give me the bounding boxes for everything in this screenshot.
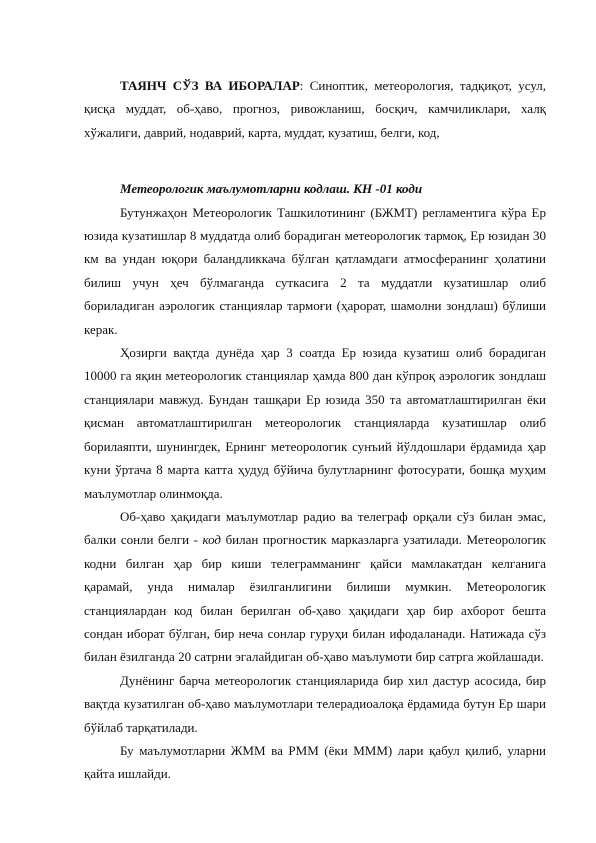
paragraph-5: Бу маълумотларни ЖММ ва РММ (ёки МММ) лари қабул қилиб, уларни қайта ишлайди. [84,742,546,782]
document-page [84,74,546,786]
paragraph-4: Дунёнинг барча метеорологик станцияларида бир хил дастур асосида, бир вақтда кузатилган об-ҳаво маълумотлари телерадиоалоқа ёрдамида бутун Ер шари бўйлаб тарқатилади. [84,672,546,735]
paragraph-3 [84,505,546,669]
paragraph-2: Ҳозирги вақтда дунёда ҳар 3 соатда Ер юзида кузатиш олиб борадиган 10000 га яқин метеорологик станциялар ҳамда 800 дан кўпроқ аэрологик зондлаш станциялари мавжуд. Бундан ташқари Ер юзида 350 та автоматлаштирилган ёки қисман автоматлаштирилган метеорологик станцияларда кузатишлар олиб борилаяпти, шунингдек, Ернинг метеорологик сунъий йўлдошлари ёрдамида ҳар куни ўртача 8 марта катта ҳудуд бўйича булутларнинг фотосурати, бошқа муҳим маълумотлар олинмоқда. [84,345,546,501]
paragraph-3-end: билан прогностик марказларга узатилади. Метеорологик кодни билган ҳар бир киши телеграмманинг қайси мамлакатдан келганига қарамай, унда нималар ёзилганлигини билиши мумкин. Метеорологик станциялардан код билан берилган об-ҳаво ҳақидаги ҳар бир ахборот бешта сондан иборат бўлган, бир неча сонлар гуруҳи билан ифодаланади. Натижада сўз билан ёзилганда 20 сатрни эгалайдиган об-ҳаво маълумоти бир сатрга жойлашади. [84,532,546,665]
keywords-paragraph [84,74,546,144]
paragraph-1: Бутунжаҳон Метеорологик Ташкилотининг (БЖМТ) регламентига кўра Ер юзида кузатишлар 8 муддатда олиб борадиган метеорологик тармоқ, Ер юзидан 30 км ва ундан юқори баландликкача бўлган қатламдаги атмосферанинг ҳолатини билиш учун ҳеч бўлмаганда суткасига 2 та муддатли кузатишлар олиб бориладиган аэрологик станциялар тармоғи (ҳарорат, шамолни зондлаш) бўлиши керак. [84,204,546,337]
keywords-text: : Синоптик, метеорология, тадқиқот, усул, қисқа муддат, об-ҳаво, прогноз, ривожланиш, босқич, камчиликлари, халқ хўжалиги, даврий, нодаврий, карта, муддат, кузатиш, белги, код, [84,78,546,140]
section-title: Метеорологик маълумотларни кодлаш. КН -01 коди [120,181,423,197]
paragraph-3-start: Об-ҳаво ҳақидаги маълумотлар радио ва телеграф орқали сўз билан эмас, балки сонли белги - [84,508,546,548]
keywords-label: ТАЯНЧ СЎЗ ВА ИБОРАЛАР [120,78,300,93]
paragraph-3-code-word: код [202,532,221,548]
